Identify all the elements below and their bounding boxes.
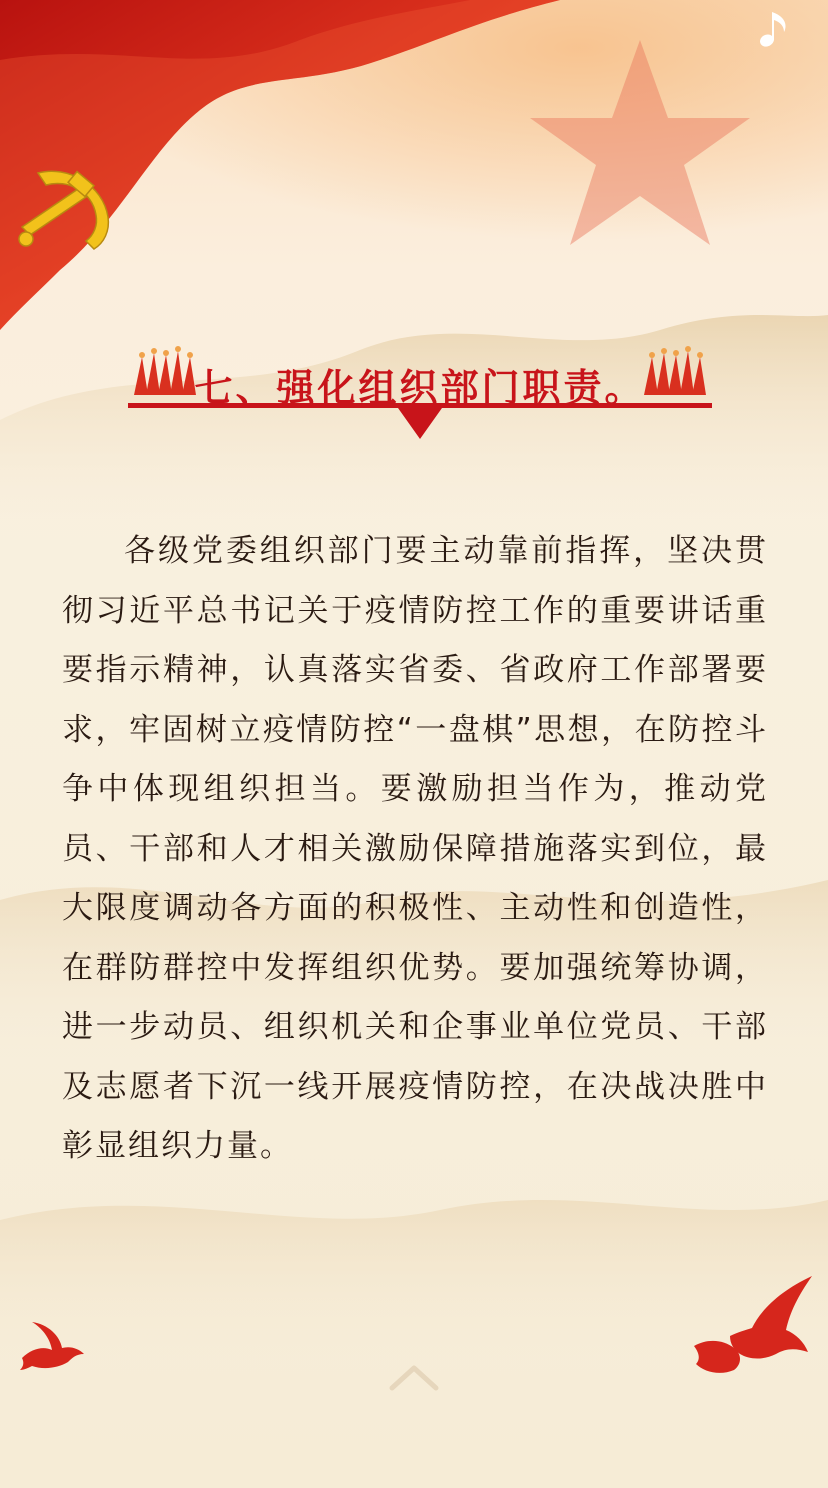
section-title: 七、强化组织部门职责。 — [194, 366, 646, 410]
party-emblem-icon — [8, 155, 128, 255]
music-note-icon[interactable] — [754, 6, 798, 50]
chevron-up-icon[interactable] — [386, 1360, 442, 1394]
section-title-banner — [128, 345, 712, 445]
dove-icon — [690, 1268, 820, 1378]
dove-icon — [18, 1318, 88, 1372]
article-paragraph: 各级党委组织部门要主动靠前指挥，坚决贯彻习近平总书记关于疫情防控工作的重要讲话重要指示精神，认真落实省委、省政府工作部署要求，牢固树立疫情防控“一盘棋”思想，在防控斗争中体现组织担当。要激励担当作为，推动党员、干部和人才相关激励保障措施落实到位，最大限度调动各方面的积极性、主动性和创造性，在群防群控中发挥组织优势。要加强统筹协调，进一步动员、组织机关和企事业单位党员、干部及志愿者下沉一线开展疫情防控，在决战决胜中彰显组织力量。 — [62, 533, 768, 1164]
title-pointer — [398, 408, 442, 439]
